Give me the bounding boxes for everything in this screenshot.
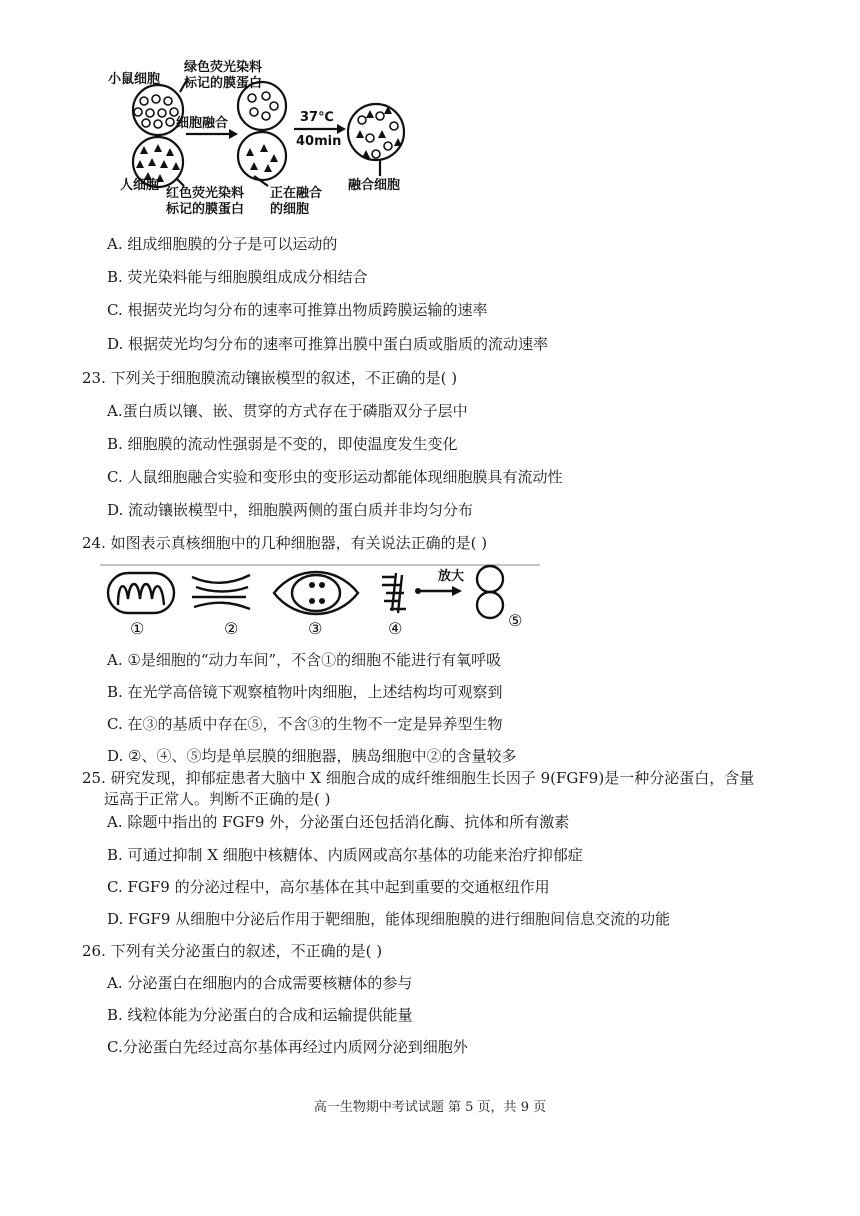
label-green-dye-2: 标记的膜蛋白 <box>184 76 263 91</box>
figure-number-4: ④ <box>388 619 403 638</box>
q24-option-a: A. ①是细胞的“动力车间”，不含①的细胞不能进行有氧呼吸 <box>107 651 502 669</box>
q26-option-c: C.分泌蛋白先经过高尔基体再经过内质网分泌到细胞外 <box>107 1038 468 1056</box>
q22-option-a: A. 组成细胞膜的分子是可以运动的 <box>107 235 338 253</box>
q23-option-c: C. 人鼠细胞融合实验和变形虫的变形运动都能体现细胞膜具有流动性 <box>107 468 563 486</box>
label-red-dye-1: 红色荧光染料 <box>166 186 245 201</box>
label-human-cell: 人细胞 <box>120 178 160 193</box>
label-temperature: 37℃ <box>300 110 334 125</box>
label-fusing-cell-1: 正在融合 <box>270 186 323 201</box>
q25-stem-line2: 远高于正常人。判断不正确的是( ) <box>104 790 331 808</box>
q25-stem-line1: 25. 研究发现，抑郁症患者大脑中 X 细胞合成的成纤维细胞生长因子 9(FGF9)是一种分泌蛋白，含量 <box>82 769 755 787</box>
q23-option-b: B. 细胞膜的流动性强弱是不变的，即使温度发生变化 <box>107 435 458 453</box>
figure-number-5: ⑤ <box>508 611 523 630</box>
cell-fusion-figure <box>104 58 434 222</box>
q25-option-c: C. FGF9 的分泌过程中，高尔基体在其中起到重要的交通枢纽作用 <box>107 878 550 896</box>
figure-number-1: ① <box>130 619 145 638</box>
figure-cut-text: 放大 <box>438 569 465 584</box>
q23-stem: 23. 下列关于细胞膜流动镶嵌模型的叙述，不正确的是( ) <box>82 369 458 387</box>
q22-option-c: C. 根据荧光均匀分布的速率可推算出物质跨膜运输的速率 <box>107 301 488 319</box>
label-red-dye-2: 标记的膜蛋白 <box>166 202 245 217</box>
q24-option-c: C. 在③的基质中存在⑤，不含③的生物不一定是异养型生物 <box>107 715 503 733</box>
q22-option-b: B. 荧光染料能与细胞膜组成成分相结合 <box>107 268 368 286</box>
q22-option-d: D. 根据荧光均匀分布的速率可推算出膜中蛋白质或脂质的流动速率 <box>107 335 549 353</box>
label-fusing-cell-2: 的细胞 <box>270 202 310 217</box>
q25-option-a: A. 除题中指出的 FGF9 外，分泌蛋白还包括消化酶、抗体和所有激素 <box>107 813 570 831</box>
q23-option-a: A.蛋白质以镶、嵌、贯穿的方式存在于磷脂双分子层中 <box>107 402 468 420</box>
figure-number-3: ③ <box>308 619 323 638</box>
q23-option-d: D. 流动镶嵌模型中，细胞膜两侧的蛋白质并非均匀分布 <box>107 501 474 519</box>
q24-option-b: B. 在光学高倍镜下观察植物叶肉细胞，上述结构均可观察到 <box>107 683 503 701</box>
q26-stem: 26. 下列有关分泌蛋白的叙述，不正确的是( ) <box>82 942 383 960</box>
q25-option-d: D. FGF9 从细胞中分泌后作用于靶细胞，能体现细胞膜的进行细胞间信息交流的功能 <box>107 910 671 928</box>
q26-option-a: A. 分泌蛋白在细胞内的合成需要核糖体的参与 <box>107 974 413 992</box>
label-green-dye-1: 绿色荧光染料 <box>184 60 263 75</box>
label-cell-fusion: 细胞融合 <box>176 116 229 131</box>
q24-stem: 24. 如图表示真核细胞中的几种细胞器，有关说法正确的是( ) <box>82 534 488 552</box>
page-footer: 高一生物期中考试试题 第 5 页，共 9 页 <box>313 1100 547 1115</box>
q25-option-b: B. 可通过抑制 X 细胞中核糖体、内质网或高尔基体的功能来治疗抑郁症 <box>107 846 583 864</box>
organelles-figure <box>100 563 540 641</box>
label-mouse-cell: 小鼠细胞 <box>108 72 161 87</box>
label-fused-cell: 融合细胞 <box>348 178 401 193</box>
q24-option-d: D. ②、④、⑤均是单层膜的细胞器，胰岛细胞中②的含量较多 <box>107 747 517 765</box>
q26-option-b: B. 线粒体能为分泌蛋白的合成和运输提供能量 <box>107 1006 413 1024</box>
figure-number-2: ② <box>224 619 239 638</box>
label-time: 40min <box>296 134 342 149</box>
